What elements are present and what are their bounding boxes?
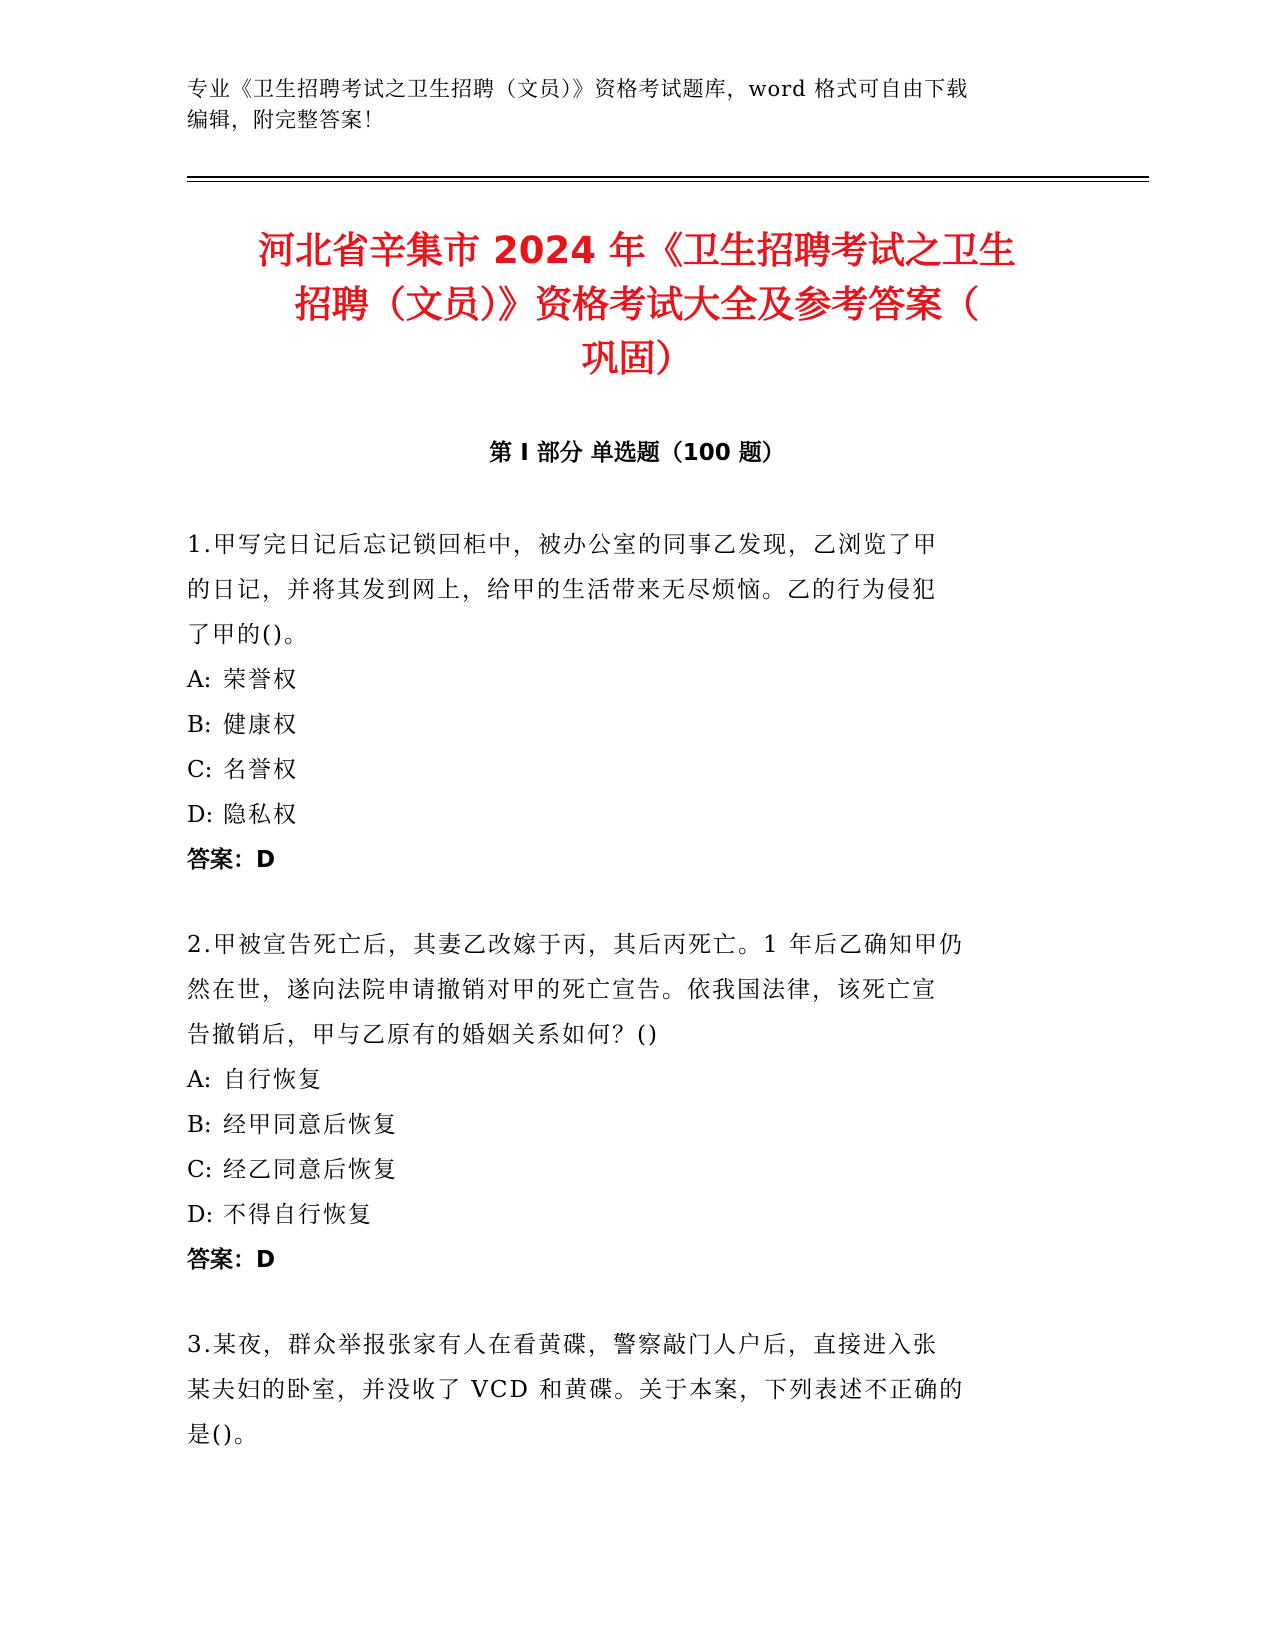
option-d [187,1193,1067,1238]
option-d [187,793,1067,838]
question-1 [187,523,1067,883]
option-key: D: [187,1202,214,1228]
option-text: 经甲同意后恢复 [223,1112,398,1138]
option-key: D: [187,802,214,828]
question-text-line: 2.甲被宣告死亡后，其妻乙改嫁于丙，其后丙死亡。1 年后乙确知甲仍 [187,932,964,958]
option-key: A: [187,667,212,693]
option-key: C: [187,1157,213,1183]
question-2 [187,923,1067,1283]
question-text-line: 了甲的()。 [187,622,309,648]
option-a [187,658,1067,703]
title-line: 招聘（文员）》资格考试大全及参考答案（ [294,283,980,326]
question-text-line: 1.甲写完日记后忘记锁回柜中，被办公室的同事乙发现，乙浏览了甲 [187,532,938,558]
header-divider-thin [187,181,1149,182]
section-heading: 第 I 部分 单选题（100 题） [489,440,785,466]
option-text: 不得自行恢复 [223,1202,373,1228]
option-b [187,703,1067,748]
title-line: 巩固） [581,337,693,380]
question-text-line: 的日记，并将其发到网上，给甲的生活带来无尽烦恼。乙的行为侵犯 [187,577,937,603]
option-key: B: [187,1112,212,1138]
title-line: 河北省辛集市 2024 年《卫生招聘考试之卫生 [258,229,1016,272]
header-divider-thick [187,176,1149,178]
question-text-line: 3.某夜，群众举报张家有人在看黄碟，警察敲门人户后，直接进入张 [187,1332,938,1358]
question-text-line: 告撤销后，甲与乙原有的婚姻关系如何？() [187,1022,659,1048]
option-c [187,748,1067,793]
option-text: 自行恢复 [223,1067,323,1093]
question-3 [187,1323,1067,1458]
question-text-line: 是()。 [187,1422,259,1448]
option-text: 隐私权 [223,802,298,828]
option-text: 荣誉权 [223,667,298,693]
answer-label: 答案：D [187,847,276,873]
document-title [187,224,1087,386]
option-key: A: [187,1067,212,1093]
question-text-line: 然在世，遂向法院申请撤销对甲的死亡宣告。依我国法律，该死亡宣 [187,977,937,1003]
question-list [187,523,1067,1498]
header-note [187,74,1067,136]
answer-label: 答案：D [187,1247,276,1273]
option-key: B: [187,712,212,738]
question-text-line: 某夫妇的卧室，并没收了 VCD 和黄碟。关于本案，下列表述不正确的 [187,1377,965,1403]
header-note-line: 编辑，附完整答案！ [187,108,385,132]
option-a [187,1058,1067,1103]
header-note-line: 专业《卫生招聘考试之卫生招聘（文员）》资格考试题库，word 格式可自由下载 [187,77,969,101]
option-c [187,1148,1067,1193]
option-b [187,1103,1067,1148]
option-text: 名誉权 [223,757,298,783]
option-text: 经乙同意后恢复 [223,1157,398,1183]
option-key: C: [187,757,213,783]
option-text: 健康权 [223,712,298,738]
